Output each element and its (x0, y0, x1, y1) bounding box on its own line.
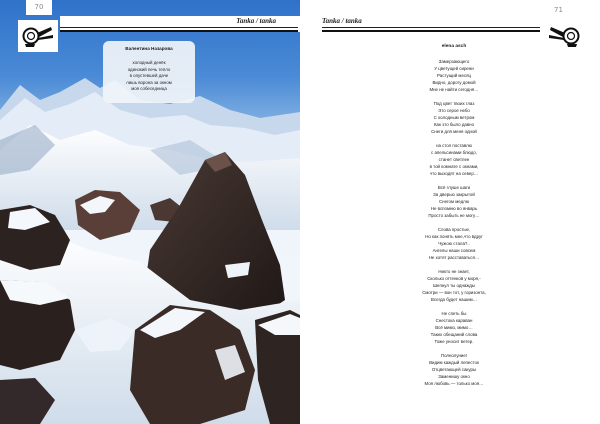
poem-stanza (390, 143, 518, 178)
poem-line: Ангелы наши совсем (432, 247, 476, 253)
poem-line: Отцветающей сакуры (431, 367, 477, 373)
poem-author: elena asch (441, 44, 467, 49)
poem-line: Не хотят расставаться… (428, 254, 480, 260)
poem-line: Видно, дорогу домой (432, 79, 476, 85)
poem-line: Полнолуние! (440, 353, 468, 359)
poem-line: Снестока караван (435, 318, 473, 324)
header-rule-thick (60, 30, 298, 32)
poem-line: в опустевшей даче (129, 73, 169, 79)
poem-line: на стол поставлю (436, 143, 472, 149)
poem-line: Шепнул ты однажды (433, 282, 475, 288)
poem-line: Смотри — вон тот, у горизонта, (422, 289, 486, 295)
poem-column (390, 44, 518, 395)
poem-stanza (390, 311, 518, 346)
poem-line: Просто забыть не могу… (428, 212, 480, 218)
poem-stanza (390, 227, 518, 262)
logo-box (544, 20, 584, 52)
poem-line: моя собеседница (131, 86, 167, 92)
poem-line: Видим каждый лепесток (429, 360, 479, 366)
poem-line: Таких обещаний слова (430, 331, 478, 337)
header-title: Tanka / tanka (236, 17, 276, 25)
poem-line: Мне не найти сегодня… (429, 86, 479, 92)
poem-line: Чужою стала?.. (438, 240, 470, 246)
poem-line: лишь ворона за окном (126, 79, 172, 85)
poem-line: станет светлее (438, 156, 470, 162)
poem-line: Сколько оттенков у моря,- (427, 276, 481, 282)
poem-line: в той комнате с окнами, (429, 163, 479, 169)
poem-stanza (390, 59, 518, 94)
poem-stanza (390, 269, 518, 304)
trumpet-horn-logo-icon (547, 23, 581, 49)
poem-line: Снегом медлю (438, 198, 469, 204)
poem-line: Всегда будет нашим… (431, 296, 477, 302)
poem-line: Всё мимо, мимо… (435, 325, 473, 330)
poem-line: Моя любовь — только моя… (424, 380, 484, 386)
poem-line: У цветущей сирени (434, 65, 474, 71)
poem-line: Растущий месяц (437, 72, 471, 78)
right-page (300, 0, 600, 424)
page-number: 70 (26, 0, 52, 15)
header-rule-thick (322, 30, 540, 32)
poem-line: Снеги для меня одной (431, 128, 477, 134)
poem-line: Это серое небо (438, 107, 470, 113)
logo-box (18, 20, 58, 52)
poem-line: одинокий печь тепло (127, 66, 171, 72)
trumpet-horn-logo-icon (21, 23, 55, 49)
poem-line: Но как понять мне,что вдруг (425, 234, 483, 240)
poem-stanza (390, 101, 518, 136)
poem-line: Не вспомню во январь (430, 205, 478, 211)
poem-line: Замерзающего (438, 59, 470, 64)
poem-line: Никто не знает, (438, 269, 470, 275)
poem-stanza (390, 185, 518, 220)
poem-line: холодный денёк (132, 60, 166, 65)
poem-line: с апельсинами блюдо, (431, 149, 477, 155)
poem-line: Под цвет твоих глаз (433, 101, 475, 107)
poem-author: Валентина Назарова (125, 46, 173, 51)
poem-line: За дверью закрытой (433, 192, 475, 197)
poem-line: Тоже уносит ветер. (434, 338, 474, 344)
poem-line: Слова простые, (437, 227, 471, 233)
header-title: Tanka / tanka (322, 17, 362, 25)
poem-stanza (390, 353, 518, 388)
header-rule-thin (60, 27, 298, 28)
poem-card (103, 41, 195, 103)
poem-line: С холодным ветром (433, 114, 475, 120)
poem-line: что выходят на север… (429, 170, 479, 176)
poem-line: Заменишу окно (438, 373, 470, 379)
header-rule-thin (322, 27, 540, 28)
poem-line: Как это было давно (433, 121, 475, 127)
poem-line: Всё глуше шаги (437, 185, 471, 191)
poem-line: Не спеть бы (441, 311, 467, 317)
page-number: 71 (554, 6, 563, 14)
